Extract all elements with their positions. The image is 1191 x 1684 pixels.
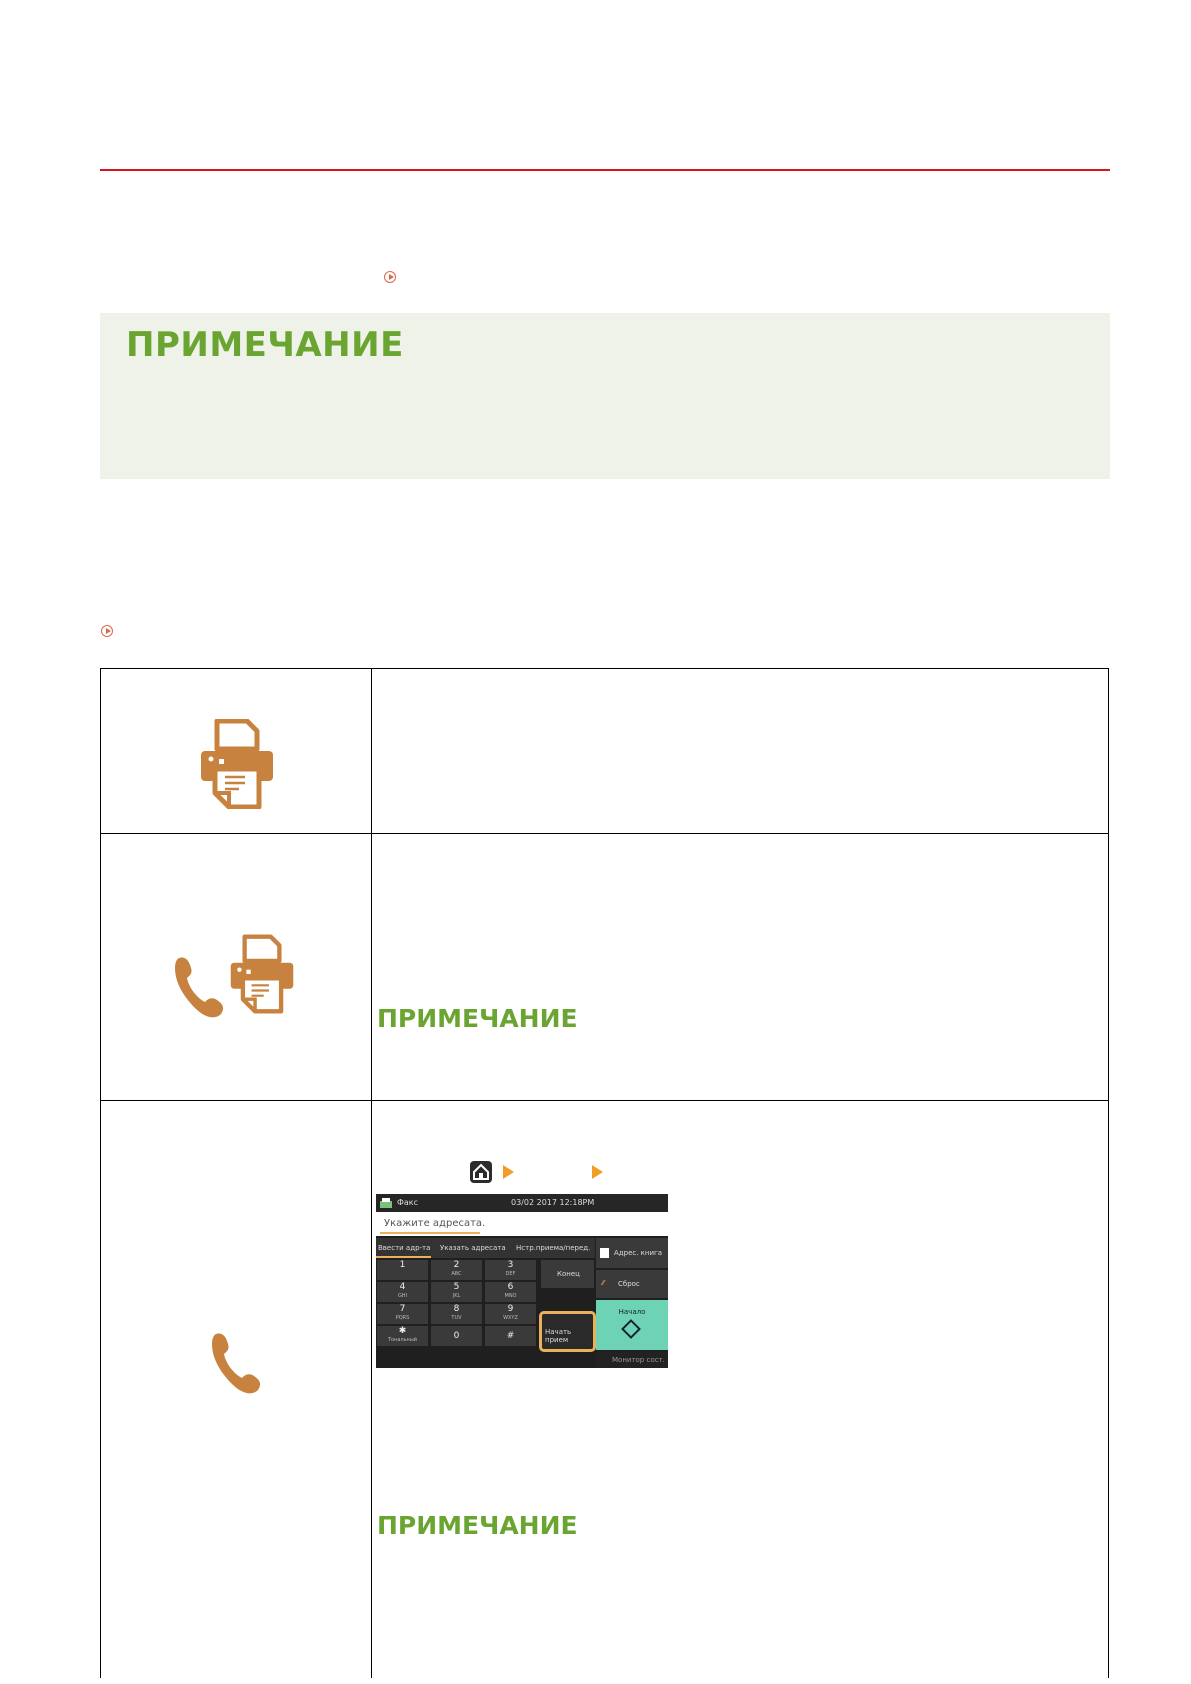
tab-enter-address[interactable]: Ввести адр-та [378,1244,431,1252]
note-title: ПРИМЕЧАНИЕ [126,325,404,365]
phone-icon [171,954,227,1020]
status-monitor-button[interactable] [596,1352,668,1368]
key-7[interactable]: 7 PQRS [377,1304,428,1324]
home-key-icon[interactable] [470,1161,492,1183]
prompt-text: Укажите адресата. [384,1218,486,1229]
fax-icon [379,1197,393,1209]
address-book-label: Адрес. книга [614,1249,662,1257]
key-4[interactable]: 4 GHI [377,1282,428,1302]
key-8[interactable]: 8 TUV [431,1304,482,1324]
start-receive-label: Начать прием [545,1328,572,1344]
numeric-keypad [377,1260,539,1350]
row2-note-title: ПРИМЕЧАНИЕ [377,1004,578,1033]
receive-mode-table [100,668,1109,1678]
note-box [100,313,1110,479]
reset-icon: ⁄⁄ [602,1279,605,1287]
row3-note-title: ПРИМЕЧАНИЕ [377,1511,578,1540]
start-diamond-icon [621,1319,641,1339]
arrow-right-icon [592,1165,603,1179]
column-divider [371,669,372,1678]
row-divider [101,1100,1108,1101]
key-3[interactable]: 3 DEF [485,1260,536,1280]
key-1[interactable]: 1 [377,1260,428,1280]
fax-machine-icon [199,719,275,809]
fax-machine-icon [229,934,295,1014]
start-receive-button[interactable] [539,1311,596,1352]
link-arrow-icon[interactable] [101,625,113,637]
end-button[interactable] [541,1260,594,1288]
tab-underline [376,1256,431,1258]
fax-screen [376,1194,668,1368]
key-6[interactable]: 6 MNO [485,1282,536,1302]
start-label: Начало [618,1308,646,1316]
key-star[interactable]: ✱ Тональный [377,1326,428,1346]
address-book-icon [600,1248,609,1258]
phone-icon [208,1330,264,1396]
start-button[interactable] [596,1300,668,1350]
tab-rx-tx-settings[interactable]: Нстр.приема/перед. [516,1244,591,1252]
fax-title: Факс [397,1198,419,1207]
row-divider [101,833,1108,834]
link-arrow-icon[interactable] [384,271,396,283]
fax-status-bar [376,1194,668,1212]
destination-prompt[interactable] [376,1212,668,1236]
key-9[interactable]: 9 WXYZ [485,1304,536,1324]
reset-label: Сброс [618,1280,640,1288]
key-0[interactable]: 0 [431,1326,482,1346]
key-5[interactable]: 5 JKL [431,1282,482,1302]
header-rule [100,169,1110,171]
tab-specify-address[interactable]: Указать адресата [440,1244,506,1252]
end-label: Конец [557,1270,580,1278]
fax-datetime: 03/02 2017 12:18PM [511,1198,595,1207]
reset-button[interactable] [596,1270,668,1298]
status-monitor-label: Монитор сост. [612,1356,665,1364]
key-hash[interactable]: # [485,1326,536,1346]
arrow-right-icon [503,1165,514,1179]
address-book-button[interactable] [596,1238,668,1268]
key-2[interactable]: 2 ABC [431,1260,482,1280]
